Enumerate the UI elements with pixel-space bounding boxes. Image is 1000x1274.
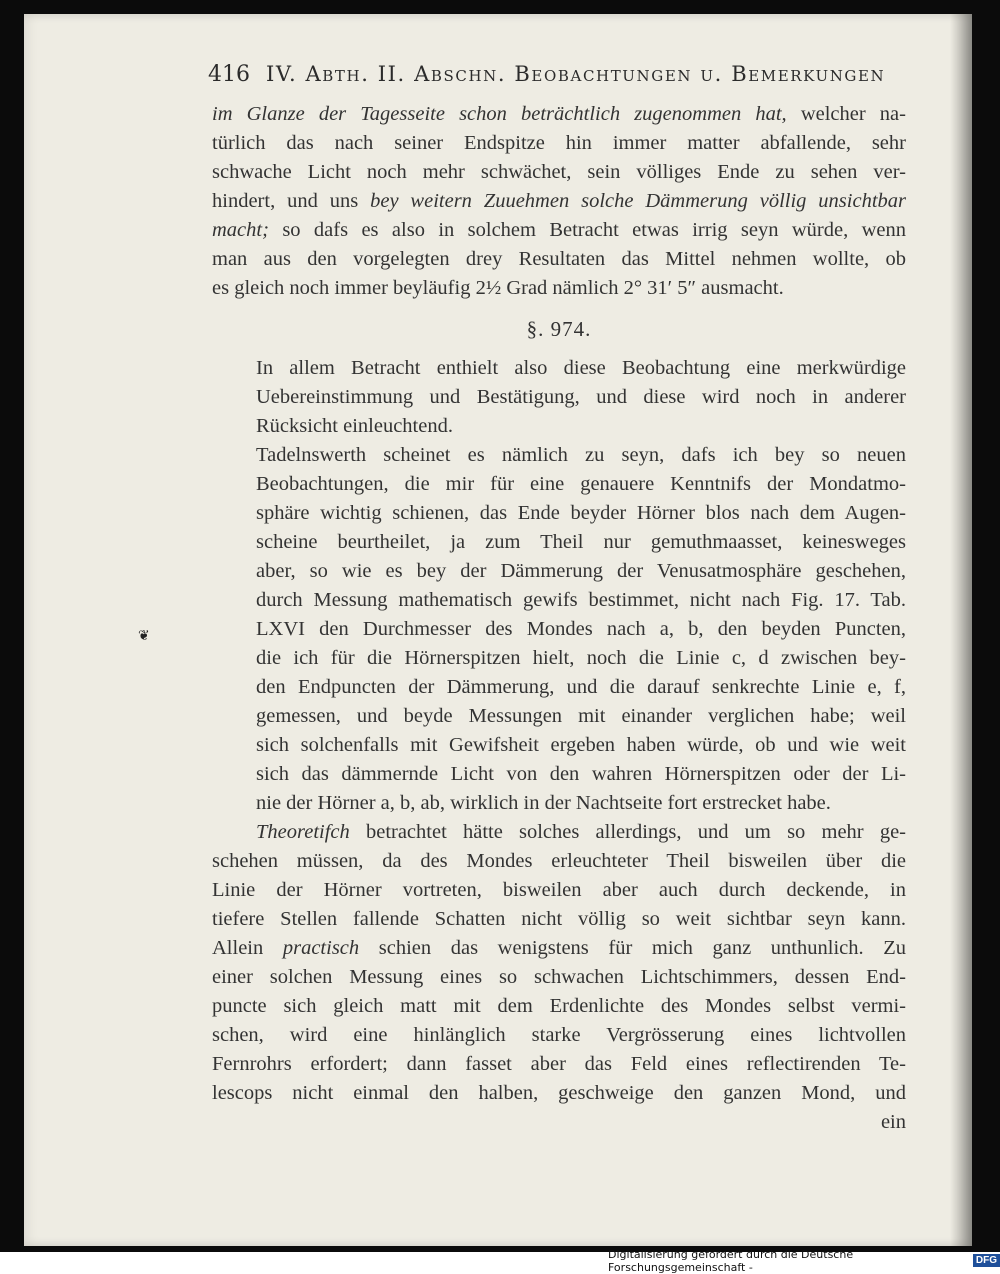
text-line: puncte sich gleich matt mit dem Erdenlichte des Mondes selbst vermi- — [212, 995, 906, 1017]
text-line — [212, 818, 906, 847]
text-line — [212, 216, 906, 245]
text-line: aber, so wie es bey der Dämmerung der Venusatmosphäre geschehen, — [256, 560, 906, 582]
text-line: sich das dämmernde Licht von den wahren Hörnerspitzen oder der Li- — [256, 763, 906, 785]
text-line: den Endpuncten der Dämmerung, und die darauf senkrechte Linie e, f, — [256, 676, 906, 698]
text-line: Uebereinstimmung und Bestätigung, und diese wird noch in anderer — [256, 386, 906, 408]
text-span: so dafs es also in solchem Betracht etwas irrig seyn würde, wenn — [268, 219, 906, 241]
text-line: In allem Betracht enthielt also diese Beobachtung eine merkwürdige — [256, 357, 906, 379]
text-line: gemessen, und beyde Messungen mit einander verglichen habe; weil — [256, 705, 906, 727]
digitization-footer — [608, 1247, 1000, 1274]
italic-span: practisch — [282, 937, 360, 959]
text-line — [212, 934, 906, 963]
text-line: schen, wird eine hinlänglich starke Vergrösserung eines lichtvollen — [212, 1024, 906, 1046]
paragraph-3 — [212, 441, 906, 818]
page-gutter-shadow — [950, 14, 972, 1246]
italic-span: bey weitern Zuuehmen solche Dämmerung völlig unsichtbar — [370, 190, 906, 212]
text-line: es gleich noch immer beyläufig 2½ Grad nämlich 2° 31′ 5″ ausmacht. — [212, 277, 784, 299]
text-line: schwache Licht noch mehr schwächet, sein völliges Ende zu sehen ver- — [212, 161, 906, 183]
text-span: hindert, und uns — [212, 190, 371, 212]
text-line: durch Messung mathematisch gewifs bestimmet, nicht nach Fig. 17. Tab. — [256, 589, 906, 611]
text-line: die ich für die Hörnerspitzen hielt, noch die Linie c, d zwischen bey- — [256, 647, 906, 669]
text-line — [212, 100, 906, 129]
italic-span: im Glanze der Tagesseite schon beträchtlich zugenommen hat, — [212, 103, 787, 125]
text-line: Linie der Hörner vortreten, bisweilen aber auch durch deckende, in — [212, 879, 906, 901]
text-line: tiefere Stellen fallende Schatten nicht völlig so weit sichtbar seyn kann. — [212, 908, 906, 930]
text-line: scheine beurtheilet, ja zum Theil nur gemuthmaasset, keinesweges — [256, 531, 906, 553]
text-line: sphäre wichtig schienen, das Ende beyder Hörner blos nach dem Augen- — [256, 502, 906, 524]
paragraph-2 — [212, 354, 906, 441]
text-line: schehen müssen, da des Mondes erleuchteter Theil bisweilen über die — [212, 850, 906, 872]
paragraph-4 — [212, 818, 906, 847]
text-span: betrachtet hätte solches allerdings, und um so mehr ge- — [349, 821, 906, 843]
text-span: welcher na- — [786, 103, 906, 125]
page-number: 416 — [208, 62, 250, 87]
text-line: nie der Hörner a, b, ab, wirklich in der Nachtseite fort erstrecket habe. — [256, 792, 831, 814]
text-line: man aus den vorgelegten drey Resultaten das Mittel nehmen wollte, ob — [212, 248, 906, 270]
body-text — [212, 100, 906, 1137]
text-line: Tadelnswerth scheinet es nämlich zu seyn, dafs ich bey so neuen — [256, 444, 906, 466]
text-line — [212, 187, 906, 216]
page-header — [208, 62, 908, 87]
text-line: türlich das nach seiner Endspitze hin immer matter abfallende, sehr — [212, 132, 906, 154]
text-span: schien das wenigstens für mich ganz unthunlich. Zu — [359, 937, 906, 959]
italic-span: Theoretifch — [256, 821, 350, 843]
running-head: IV. Abth. II. Abschn. Beobachtungen u. Bemerkungen — [266, 62, 886, 86]
text-span: Allein — [212, 937, 283, 959]
text-line: lescops nicht einmal den halben, geschweige den ganzen Mond, und — [212, 1082, 906, 1104]
footer-text: Digitalisierung gefördert durch die Deutsche Forschungsgemeinschaft - — [608, 1247, 854, 1274]
text-line: LXVI den Durchmesser des Mondes nach a, b, den beyden Puncten, — [256, 618, 906, 640]
text-line: Beobachtungen, die mir für eine genauere Kenntnifs der Mondatmo- — [256, 473, 906, 495]
text-line: sich solchenfalls mit Gewifsheit ergeben haben würde, ob und wie weit — [256, 734, 906, 756]
text-line: einer solchen Messung eines so schwachen Lichtschimmers, dessen End- — [212, 966, 906, 988]
margin-mark: ❦ — [138, 628, 150, 644]
text-line: Rücksicht einleuchtend. — [256, 415, 453, 437]
dfg-logo: DFG — [973, 1254, 1000, 1267]
paragraph-4-continued — [212, 847, 906, 1137]
text-line: Fernrohrs erfordert; dann fasset aber das Feld eines reflectirenden Te- — [212, 1053, 906, 1075]
catchword: ein — [880, 1111, 906, 1133]
section-heading: §. 974. — [526, 317, 592, 341]
paragraph-1 — [212, 100, 906, 303]
italic-span: macht; — [212, 219, 269, 241]
